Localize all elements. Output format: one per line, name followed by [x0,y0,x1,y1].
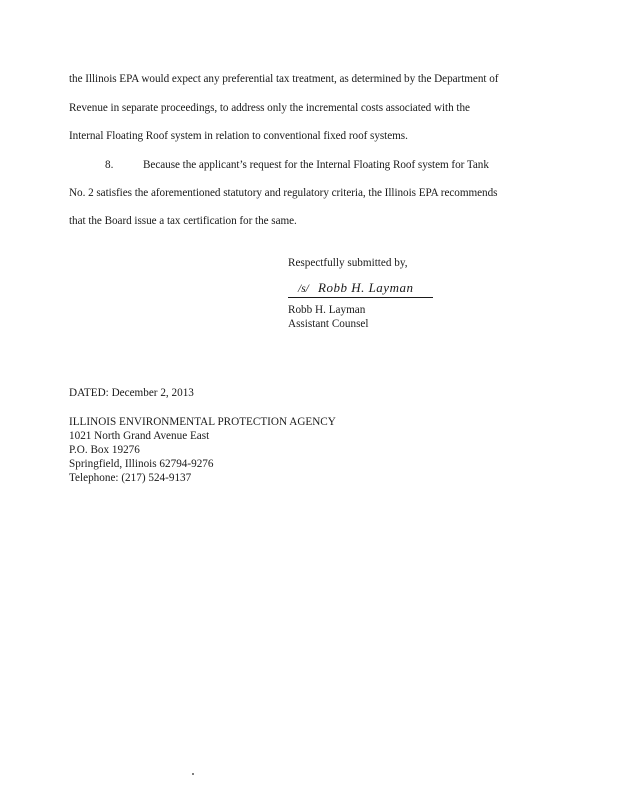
paragraph-8-line-1: Because the applicant’s request for the Internal Floating Roof system for Tank [143,159,489,171]
signature-script: Robb H. Layman [318,280,414,295]
address-line-2: P.O. Box 19276 [69,444,140,456]
signer-title: Assistant Counsel [288,318,369,330]
paragraph-8-line-3: that the Board issue a tax certification for the same. [69,215,297,227]
paragraph-number: 8. [105,159,114,171]
body-line-3: Internal Floating Roof system in relation to conventional fixed roof systems. [69,130,408,142]
paragraph-8-line-2: No. 2 satisfies the aforementioned statutory and regulatory criteria, the Illinois EPA recommends [69,187,498,199]
address-line-1: 1021 North Grand Avenue East [69,430,210,442]
address-line-3: Springfield, Illinois 62794-9276 [69,458,214,470]
telephone-line: Telephone: (217) 524-9137 [69,472,192,484]
body-line-1: the Illinois EPA would expect any preferential tax treatment, as determined by the Department of [69,73,499,85]
body-line-2: Revenue in separate proceedings, to address only the incremental costs associated with the [69,102,470,114]
signature-prefix: /s/ [298,283,309,295]
agency-name: ILLINOIS ENVIRONMENTAL PROTECTION AGENCY [69,416,336,428]
signer-name: Robb H. Layman [288,304,366,316]
signature-line [288,297,433,298]
dated-line: DATED: December 2, 2013 [69,387,194,399]
page-mark [192,773,194,775]
closing-text: Respectfully submitted by, [288,257,408,269]
